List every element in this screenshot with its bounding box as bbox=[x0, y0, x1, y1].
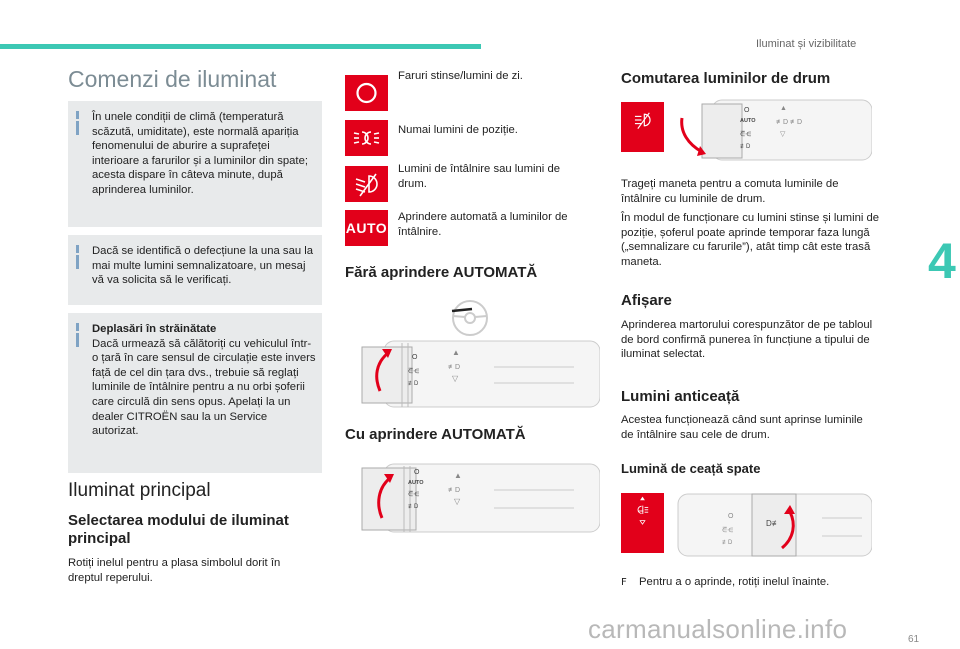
svg-text:⋶⋲: ⋶⋲ bbox=[408, 369, 420, 375]
auto-icon-text: AUTO bbox=[345, 220, 388, 236]
heading-main-lighting: Iluminat principal bbox=[68, 480, 211, 501]
lights-off-icon bbox=[345, 75, 388, 111]
svg-text:≢D: ≢D bbox=[722, 540, 733, 546]
svg-text:O: O bbox=[728, 513, 734, 520]
svg-text:⋶⋲: ⋶⋲ bbox=[408, 492, 420, 498]
svg-text:D≢: D≢ bbox=[766, 519, 780, 528]
svg-text:▲: ▲ bbox=[454, 471, 462, 480]
bullet-arrow-icon: F bbox=[621, 577, 627, 588]
high-beam-icon bbox=[621, 102, 664, 152]
low-beam-icon bbox=[345, 166, 388, 202]
info-icon-bar bbox=[76, 121, 79, 135]
heading-rear-fog: Lumină de ceață spate bbox=[621, 461, 761, 476]
display-text: Aprinderea martorului corespunzător de pe tabloul de bord confirmă punerea în funcțiune a tipului de iluminat selectat. bbox=[621, 319, 873, 361]
stalk-illustration-auto bbox=[344, 456, 600, 540]
item-low-beam-label: Lumini de întâlnire sau lumini de drum. bbox=[398, 163, 561, 190]
note-text: În unele condiții de climă (temperatură scăzută, umiditate), este normală apariția fenomenului de aburire a suprafeței interioare a farurilor și a luminilor din spate; acesta dispare în câteva minute, după aprinderea luminilor. bbox=[92, 111, 308, 196]
stalk-illustration-high-beam bbox=[672, 96, 872, 164]
note-text: Dacă urmează să călătoriți cu vehiculul într-o țară în care sensul de circulație este invers față de cel din țara dvs., trebuie să reglați luminile de întâlnire pentru a nu orbi șoferii care circulă din sens opus. Apelați la un dealer CITROËN sau la un Service autorizat. bbox=[92, 337, 316, 438]
heading-fog-lights: Lumini anticeață bbox=[621, 388, 740, 405]
page-number: 61 bbox=[908, 634, 920, 645]
info-icon-dot bbox=[76, 323, 79, 331]
info-icon-bar bbox=[76, 255, 79, 269]
svg-text:▽: ▽ bbox=[452, 374, 459, 383]
svg-text:≢D: ≢D bbox=[448, 487, 461, 494]
item-auto-label: Aprindere automată a luminilor de întâlnire. bbox=[398, 211, 568, 238]
illus-zero-label: O bbox=[414, 469, 420, 476]
svg-text:▲: ▲ bbox=[452, 348, 460, 357]
rear-fog-icon bbox=[621, 493, 664, 553]
svg-text:AUTO: AUTO bbox=[740, 118, 756, 124]
note-text: Dacă se identifică o defecțiune la una sau la mai multe lumini semnalizatoare, un mesaj vă va solicita să le verificați. bbox=[92, 245, 314, 287]
note-title: Deplasări în străinătate bbox=[92, 323, 217, 335]
svg-text:≢D: ≢D bbox=[408, 381, 419, 387]
rear-fog-text: Pentru a o aprinde, rotiți inelul înainte. bbox=[639, 576, 830, 588]
info-note-abroad bbox=[68, 313, 322, 473]
heading-select-mode: Selectarea modului de iluminat principal bbox=[68, 512, 289, 547]
switch-text-1: Trageți maneta pentru a comuta luminile de întâlnire cu luminile de drum. bbox=[621, 178, 839, 205]
fog-lights-text: Acestea funcționează când sunt aprinse luminile de întâlnire sau cele de drum. bbox=[621, 414, 863, 441]
heading-display: Afișare bbox=[621, 292, 672, 309]
svg-text:▽: ▽ bbox=[454, 497, 461, 506]
info-note-defect bbox=[68, 235, 322, 305]
heading-switch-beam: Comutarea luminilor de drum bbox=[621, 70, 831, 87]
svg-text:O: O bbox=[412, 354, 418, 361]
svg-text:≢D: ≢D bbox=[740, 144, 751, 150]
svg-text:▽: ▽ bbox=[780, 131, 786, 138]
item-position-label: Numai lumini de poziție. bbox=[398, 124, 518, 136]
note-content bbox=[92, 322, 316, 439]
section-header-title: Iluminat și vizibilitate bbox=[756, 38, 857, 50]
select-mode-text: Rotiți inelul pentru a plasa simbolul dorit în dreptul reperului. bbox=[68, 557, 281, 584]
info-icon-bar bbox=[76, 333, 79, 347]
svg-text:▲: ▲ bbox=[780, 105, 787, 112]
svg-text:⋶⋲: ⋶⋲ bbox=[740, 132, 752, 138]
svg-text:≢D ≢D: ≢D ≢D bbox=[776, 119, 803, 126]
svg-text:≢D: ≢D bbox=[448, 364, 461, 371]
info-icon-dot bbox=[76, 111, 79, 119]
rear-fog-instruction bbox=[621, 575, 881, 591]
switch-text-2: În modul de funcționare cu lumini stinse și lumini de poziție, șoferul poate aprinde temporar faza lungă („semnalizare cu farurile”), atât timp cât este trasă maneta. bbox=[621, 212, 880, 268]
item-lights-off-label: Faruri stinse/lumini de zi. bbox=[398, 70, 523, 82]
top-accent-bar bbox=[0, 44, 481, 49]
page-title: Comenzi de iluminat bbox=[68, 66, 277, 92]
info-icon-dot bbox=[76, 245, 79, 253]
illus-auto-label: AUTO bbox=[408, 480, 424, 486]
info-note-fogging bbox=[68, 101, 322, 227]
chapter-number: 4 bbox=[928, 233, 956, 289]
heading-no-auto: Fără aprindere AUTOMATĂ bbox=[345, 264, 538, 281]
watermark: carmanualsonline.info bbox=[588, 614, 848, 644]
heading-with-auto: Cu aprindere AUTOMATĂ bbox=[345, 426, 526, 443]
position-lights-icon bbox=[345, 120, 388, 156]
stalk-illustration-no-auto bbox=[344, 333, 600, 413]
svg-text:≢D: ≢D bbox=[408, 504, 419, 510]
svg-text:⋶⋲: ⋶⋲ bbox=[722, 528, 734, 534]
stalk-illustration-rear-fog bbox=[672, 488, 872, 562]
svg-text:O: O bbox=[744, 107, 750, 114]
auto-icon bbox=[345, 210, 388, 246]
